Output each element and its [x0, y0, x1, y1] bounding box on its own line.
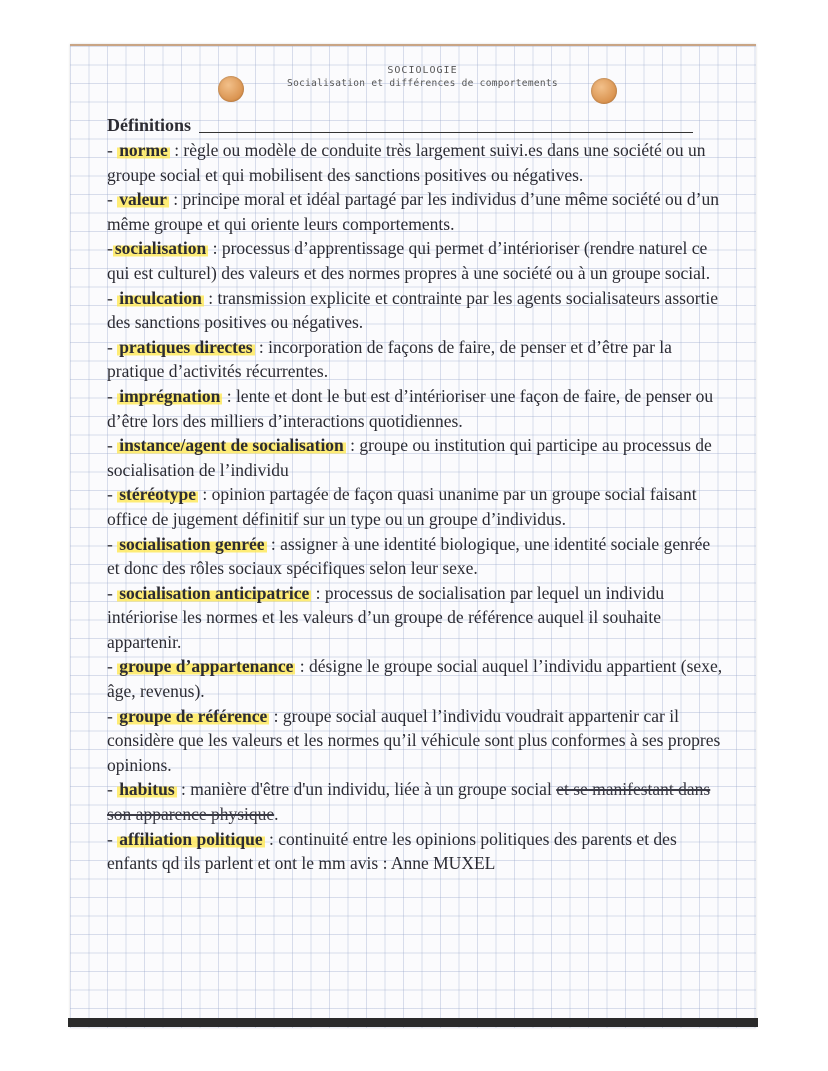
definition-item [107, 138, 727, 187]
definition-term: pratiques directes [119, 336, 253, 357]
definition-item [107, 777, 727, 826]
definition-term: affiliation politique [119, 828, 263, 849]
definition-text: : incorporation de façons de faire, de penser et d’être par la pratique d’activités récurrentes. [107, 336, 672, 382]
definition-text: : transmission explicite et contrainte par les agents socialisateurs assortie des sanctions positives ou négatives. [107, 287, 719, 333]
bullet-dash: - [107, 656, 118, 677]
definition-item [107, 384, 727, 433]
definition-term: valeur [119, 189, 167, 210]
definition-item [107, 286, 727, 335]
definition-term: socialisation [114, 238, 207, 259]
definition-item [107, 433, 727, 482]
definition-text-end: . [274, 804, 279, 825]
definition-term: socialisation anticipatrice [119, 582, 310, 603]
page-header [250, 64, 595, 90]
definitions-content [107, 113, 727, 876]
definition-item [107, 482, 727, 531]
heading-underline [199, 132, 693, 133]
bullet-dash: - [107, 705, 118, 726]
definition-term: imprégnation [119, 385, 221, 406]
binder-hole-left [218, 76, 244, 102]
definition-term: groupe d’appartenance [119, 656, 294, 677]
bullet-dash: - [107, 189, 118, 210]
bullet-dash: - [107, 779, 118, 800]
definition-term: inculcation [119, 287, 202, 308]
definition-text: : continuité entre les opinions politiques des parents et des enfants qd ils parlent et ont le mm avis : Anne MUXEL [107, 828, 677, 874]
definition-text: : opinion partagée de façon quasi unanime par un groupe social faisant office de jugement définitif sur un type ou un groupe d’individus. [107, 484, 697, 529]
definition-term: habitus [119, 779, 175, 800]
definition-item [107, 654, 727, 703]
section-title: Définitions [107, 115, 192, 136]
subject-title: SOCIOLOGIE [387, 65, 458, 76]
definition-item [107, 335, 727, 384]
definition-item [107, 187, 727, 236]
chapter-subtitle: Socialisation et différences de comportements [287, 78, 558, 89]
bullet-dash: - [107, 385, 118, 406]
definition-text: : lente et dont le but est d’intérioriser une façon de faire, de penser ou d’être lors des milliers d’interactions quotidiennes. [107, 385, 714, 431]
definition-text: : groupe ou institution qui participe au processus de socialisation de l’individu [107, 435, 712, 480]
definition-term: norme [119, 140, 168, 160]
section-heading-row [107, 113, 727, 138]
definition-text: : assigner à une identité biologique, une identité sociale genrée et donc des rôles sociaux spécifiques selon leur sexe. [107, 533, 711, 579]
definition-text: : désigne le groupe social auquel l’individu appartient (sexe, âge, revenus). [107, 656, 723, 702]
definition-item [107, 704, 727, 778]
definition-text: : processus de socialisation par lequel un individu intériorise les normes et les valeurs d’un groupe de référence auquel il souhaite appartenir. [107, 582, 665, 652]
definition-item [107, 581, 727, 655]
bullet-dash: - [107, 533, 118, 554]
definition-term: instance/agent de socialisation [119, 435, 344, 456]
bullet-dash: - [107, 287, 118, 308]
definition-text: : groupe social auquel l’individu voudrait appartenir car il considère que les valeurs et les normes qu’il véhicule sont plus conformes à ses propres opinions. [107, 705, 721, 775]
bullet-dash: - [107, 140, 118, 160]
bullet-dash: - [107, 336, 118, 357]
bullet-dash: - [107, 238, 113, 259]
bullet-dash: - [107, 435, 118, 456]
definition-term: stéréotype [119, 484, 196, 505]
struck-text: et se manifestant dans son apparence physique [107, 779, 711, 825]
page-bottom-edge [68, 1018, 758, 1027]
definition-text: : manière d'être d'un individu, liée à un groupe social [176, 779, 557, 800]
definition-text: : principe moral et idéal partagé par les individus d’une même société ou d’un même groupe et qui oriente leurs comportements. [107, 189, 719, 234]
definition-item [107, 236, 727, 285]
definition-item [107, 532, 727, 581]
definition-term: socialisation genrée [119, 533, 265, 554]
definition-text: : processus d’apprentissage qui permet d’intérioriser (rendre naturel ce qui est culturel) des valeurs et des normes propres à une société ou à un groupe social. [107, 238, 711, 283]
bullet-dash: - [107, 582, 118, 603]
bullet-dash: - [107, 828, 118, 849]
bullet-dash: - [107, 484, 118, 505]
definition-item [107, 827, 727, 876]
definition-term: groupe de référence [119, 705, 268, 726]
definition-text: : règle ou modèle de conduite très largement suivi.es dans une société ou un groupe social et qui mobilisent des sanctions positives ou négatives. [107, 140, 706, 185]
